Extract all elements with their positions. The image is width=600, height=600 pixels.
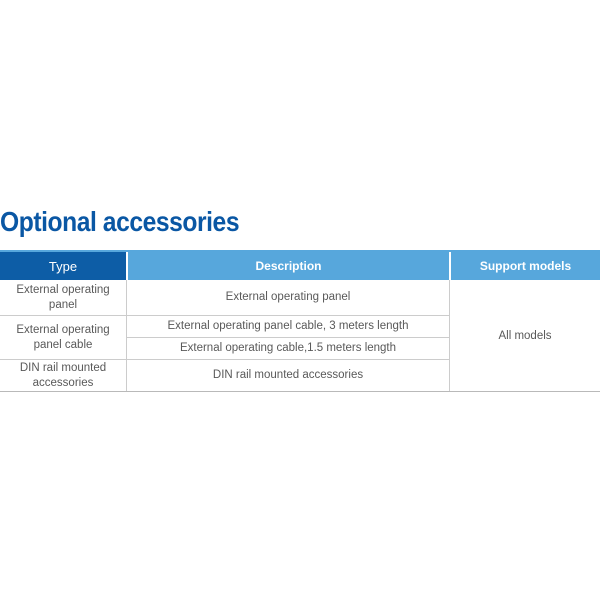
description-cell-external-operating-panel: External operating panel bbox=[127, 280, 450, 316]
type-cell-external-operating-panel-cable: External operating panel cable bbox=[0, 316, 127, 360]
table-body bbox=[0, 280, 600, 392]
header-cell-support-models: Support models bbox=[451, 252, 600, 280]
accessories-table bbox=[0, 250, 600, 392]
type-cell-din-rail-mounted-accessories: DIN rail mounted accessories bbox=[0, 360, 127, 391]
support-models-merged-cell: All models bbox=[498, 329, 552, 342]
page-title: Optional accessories bbox=[0, 206, 240, 237]
header-cell-type: Type bbox=[0, 252, 126, 280]
description-cell-din-rail-mounted-accessories: DIN rail mounted accessories bbox=[127, 360, 450, 391]
type-cell-external-operating-panel: External operating panel bbox=[0, 280, 127, 316]
description-cell-cable-3-meters: External operating panel cable, 3 meters length bbox=[127, 316, 450, 338]
description-cell-cable-1-5-meters: External operating cable,1.5 meters length bbox=[127, 338, 450, 360]
header-cell-description: Description bbox=[128, 252, 449, 280]
table-header-row bbox=[0, 252, 600, 280]
type-description-grid bbox=[0, 280, 450, 391]
